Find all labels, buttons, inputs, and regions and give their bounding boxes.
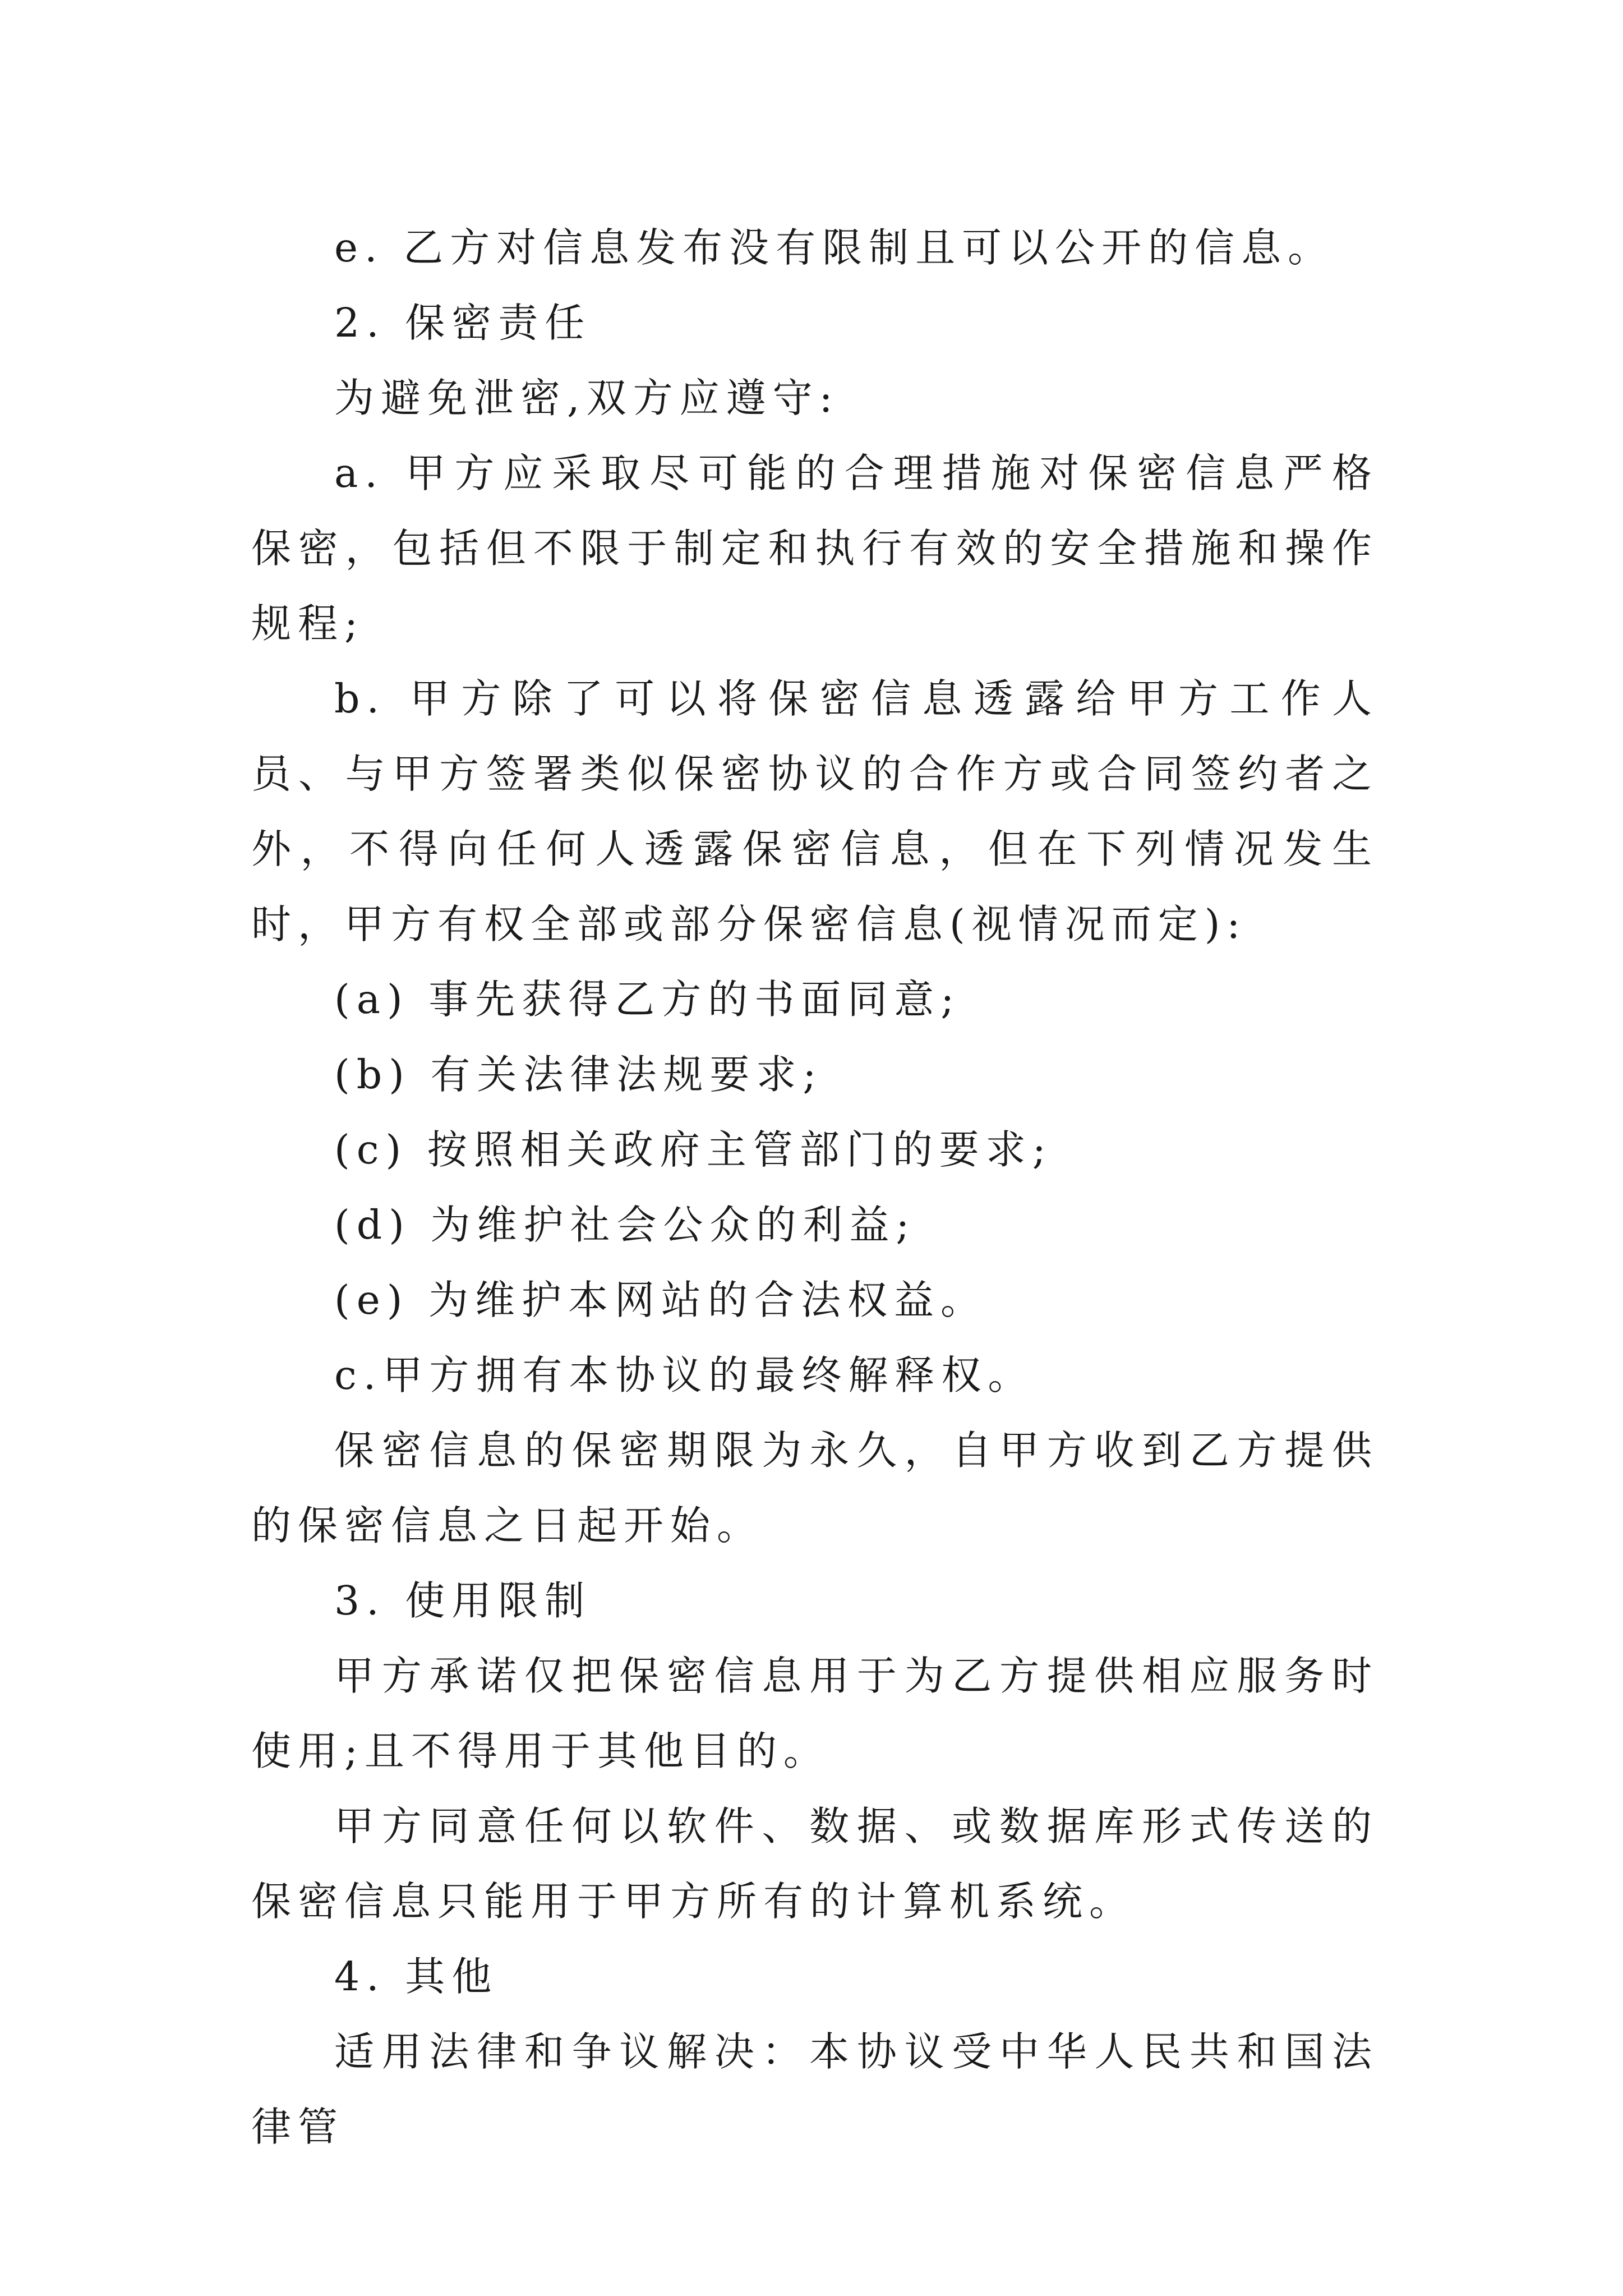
list-item-b: (b) 有关法律法规要求; [334, 1051, 823, 1098]
paragraph-usage-commitment: 甲方承诺仅把保密信息用于为乙方提供相应服务时使用;且不得用于其他目的。 [251, 1653, 1378, 1774]
list-item-d: (d) 为维护社会公众的利益; [334, 1202, 916, 1248]
paragraph-item-b: b. 甲方除了可以将保密信息透露给甲方工作人员、与甲方签署类似保密协议的合作方或合同签约者之外，不得向任何人透露保密信息，但在下列情况发生时，甲方有权全部或部分保密信息(视情况而定): [251, 675, 1378, 947]
section-heading-confidentiality-duty: 2. 保密责任 [334, 300, 592, 346]
paragraph-governing-law: 适用法律和争议解决：本协议受中华人民共和国法律管 [251, 2028, 1378, 2150]
paragraph-item-a: a. 甲方应采取尽可能的合理措施对保密信息严格保密，包括但不限于制定和执行有效的安全措施和操作规程; [251, 450, 1378, 647]
paragraph-item-c: c.甲方拥有本协议的最终解释权。 [334, 1352, 1035, 1398]
paragraph-item-e: e. 乙方对信息发布没有限制且可以公开的信息。 [334, 224, 1335, 271]
document-body [251, 210, 1378, 2165]
section-heading-other: 4. 其他 [334, 1953, 499, 2000]
paragraph-intro: 为避免泄密,双方应遵守: [334, 375, 840, 421]
list-item-a: (a) 事先获得乙方的书面同意; [334, 976, 961, 1023]
list-item-e: (e) 为维护本网站的合法权益。 [334, 1277, 987, 1323]
paragraph-term: 保密信息的保密期限为永久，自甲方收到乙方提供的保密信息之日起开始。 [251, 1427, 1378, 1549]
section-heading-usage-restriction: 3. 使用限制 [334, 1577, 592, 1624]
list-item-c: (c) 按照相关政府主管部门的要求; [334, 1126, 1053, 1173]
paragraph-usage-systems: 甲方同意任何以软件、数据、或数据库形式传送的保密信息只能用于甲方所有的计算机系统。 [251, 1803, 1378, 1925]
